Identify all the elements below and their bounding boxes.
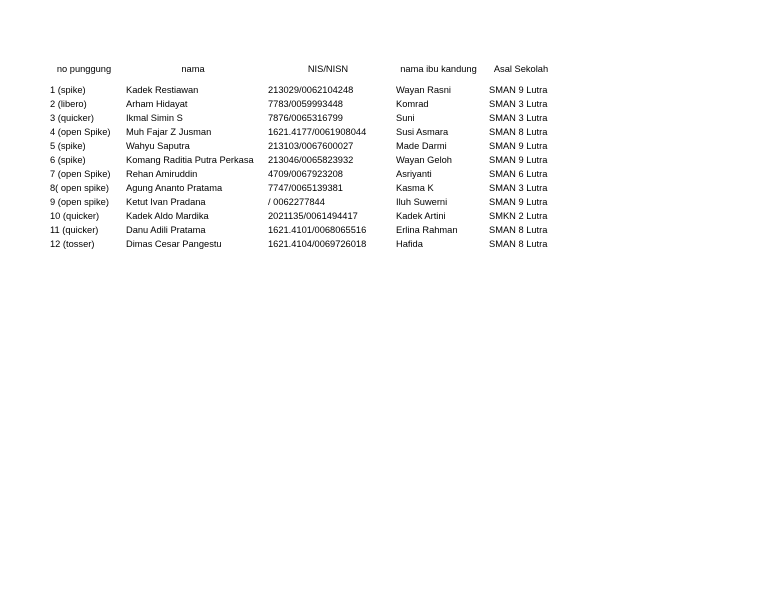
cell-no-punggung: 5 (spike) [50,141,86,151]
cell-no-punggung: 1 (spike) [50,85,86,95]
cell-asal-sekolah: SMAN 8 Lutra [489,225,548,235]
header-spacer [46,76,557,83]
table-row [46,153,557,167]
header-nama: nama [181,63,205,74]
cell-no-punggung: 6 (spike) [50,155,86,165]
cell-no-punggung: 11 (quicker) [50,225,99,235]
cell-nama-ibu: Hafida [396,239,423,249]
cell-asal-sekolah: SMAN 6 Lutra [489,169,548,179]
cell-nis-nisn: 7783/0059993448 [268,99,343,109]
table-row [46,97,557,111]
cell-nis-nisn: / 0062277844 [268,197,325,207]
cell-nama: Muh Fajar Z Jusman [126,127,212,137]
cell-nama: Kadek Restiawan [126,85,199,95]
table-row [46,195,557,209]
table-row [46,237,557,251]
cell-no-punggung: 9 (open spike) [50,197,109,207]
cell-no-punggung: 7 (open Spike) [50,169,111,179]
cell-no-punggung: 3 (quicker) [50,113,94,123]
cell-no-punggung: 4 (open Spike) [50,127,111,137]
cell-nama-ibu: Erlina Rahman [396,225,458,235]
table-row [46,209,557,223]
cell-no-punggung: 2 (libero) [50,99,87,109]
cell-no-punggung: 12 (tosser) [50,239,95,249]
cell-nis-nisn: 4709/0067923208 [268,169,343,179]
cell-asal-sekolah: SMAN 8 Lutra [489,239,548,249]
cell-nis-nisn: 1621.4101/0068065516 [268,225,367,235]
cell-asal-sekolah: SMAN 3 Lutra [489,113,548,123]
cell-nama-ibu: Suni [396,113,415,123]
table-row [46,125,557,139]
cell-nama-ibu: Made Darmi [396,141,447,151]
cell-nis-nisn: 2021135/0061494417 [268,211,358,221]
header-nama-ibu-kandung: nama ibu kandung [400,63,477,74]
cell-nama-ibu: Komrad [396,99,429,109]
cell-asal-sekolah: SMAN 9 Lutra [489,141,548,151]
cell-nama: Danu Adili Pratama [126,225,206,235]
cell-nis-nisn: 213046/0065823932 [268,155,354,165]
cell-nis-nisn: 213029/0062104248 [268,85,354,95]
cell-nama: Ketut Ivan Pradana [126,197,206,207]
table-row [46,111,557,125]
cell-no-punggung: 10 (quicker) [50,211,100,221]
cell-nama-ibu: Wayan Geloh [396,155,452,165]
player-roster-table [46,61,557,251]
cell-nama-ibu: Kadek Artini [396,211,446,221]
cell-nama: Arham Hidayat [126,99,188,109]
cell-nis-nisn: 1621.4177/0061908044 [268,127,367,137]
cell-asal-sekolah: SMAN 9 Lutra [489,155,548,165]
cell-nama: Rehan Amiruddin [126,169,198,179]
cell-asal-sekolah: SMAN 3 Lutra [489,99,548,109]
table-row [46,181,557,195]
cell-nama: Ikmal Simin S [126,113,183,123]
cell-nama-ibu: Kasma K [396,183,434,193]
header-no-punggung: no punggung [56,63,112,74]
table-row [46,167,557,181]
cell-nama: Wahyu Saputra [126,141,190,151]
cell-nama: Komang Raditia Putra Perkasa [126,155,254,165]
table-row [46,223,557,237]
cell-nama: Agung Ananto Pratama [126,183,223,193]
cell-asal-sekolah: SMAN 9 Lutra [489,197,548,207]
table-body [46,83,557,251]
cell-nama-ibu: Wayan Rasni [396,85,451,95]
cell-no-punggung: 8( open spike) [50,183,109,193]
header-nis-nisn: NIS/NISN [307,63,349,74]
cell-nama-ibu: Susi Asmara [396,127,449,137]
cell-nis-nisn: 7747/0065139381 [268,183,343,193]
cell-nis-nisn: 7876/0065316799 [268,113,343,123]
cell-asal-sekolah: SMAN 3 Lutra [489,183,548,193]
header-asal-sekolah: Asal Sekolah [493,63,549,74]
cell-nama: Dimas Cesar Pangestu [126,239,222,249]
table-row [46,139,557,153]
cell-nis-nisn: 1621.4104/0069726018 [268,239,367,249]
cell-nis-nisn: 213103/0067600027 [268,141,354,151]
cell-asal-sekolah: SMAN 9 Lutra [489,85,548,95]
cell-asal-sekolah: SMAN 8 Lutra [489,127,548,137]
cell-nama: Kadek Aldo Mardika [126,211,209,221]
cell-asal-sekolah: SMKN 2 Lutra [489,211,548,221]
table-row [46,83,557,97]
cell-nama-ibu: Iluh Suwerni [396,197,448,207]
header-row [46,61,557,76]
cell-nama-ibu: Asriyanti [396,169,432,179]
